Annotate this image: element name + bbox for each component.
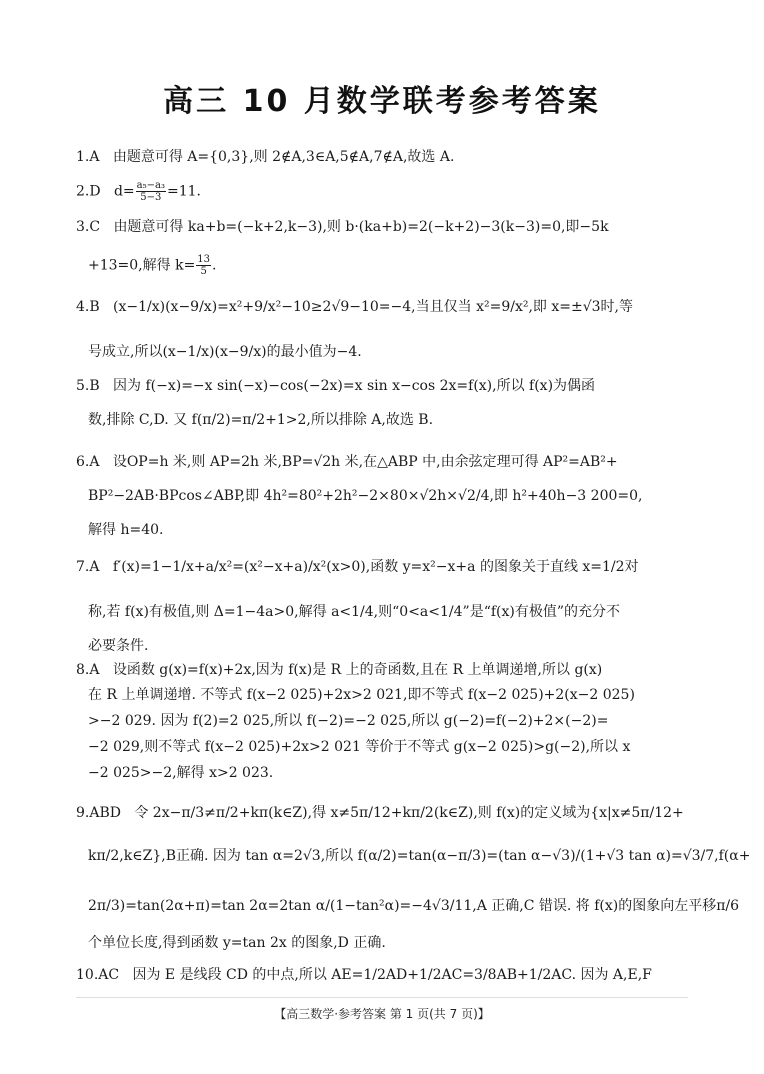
answer-3-cont: +13=0,解得 k= $\frac{13}{5}$ .	[88, 254, 217, 277]
answer-text: (x−1/x)(x−9/x)=x²+9/x²−10≥2√9−10=−4,当且仅当 x²=9/x²,即 x=±√3时,等	[113, 299, 633, 315]
answer-text: 因为 f(−x)=−x sin(−x)−cos(−2x)=x sin x−cos 2x=f(x),所以 f(x)为偶函	[113, 378, 596, 394]
answer-number: 1.A	[76, 149, 100, 165]
answer-7-cont: 称,若 f(x)有极值,则 Δ=1−4a>0,解得 a<1/4,则“0<a<1/4”是“f(x)有极值”的充分不	[88, 604, 621, 620]
fraction: $\frac{\text{a₅−a₃}}{5-3}$	[136, 180, 165, 203]
answer-2	[76, 180, 201, 203]
footer-divider	[76, 997, 688, 998]
page-footer: 【高三数学·参考答案 第 1 页(共 7 页)】	[274, 1007, 490, 1021]
answer-8-cont: >−2 029. 因为 f(2)=2 025,所以 f(−2)=−2 025,所以 g(−2)=f(−2)+2×(−2)=	[88, 713, 609, 729]
answer-number: 4.B	[76, 299, 100, 315]
answer-9	[76, 804, 684, 822]
answer-text: =11.	[166, 183, 201, 200]
answer-8-cont: −2 025>−2,解得 x>2 023.	[88, 765, 274, 781]
answer-10	[76, 966, 652, 984]
answer-text: 由题意可得 ka+b=(−k+2,k−3),则 b·(ka+b)=2(−k+2)−3(k−3)=0,即−5k	[113, 219, 609, 235]
answer-text: 由题意可得 A={0,3},则 2∉A,3∈A,5∉A,7∉A,故选 A.	[112, 149, 455, 165]
answer-number: 8.A	[76, 662, 100, 678]
answer-text: d=	[113, 183, 135, 200]
answer-1	[76, 148, 454, 166]
answer-7	[76, 558, 639, 576]
answer-8-cont: 在 R 上单调递增. 不等式 f(x−2 025)+2x>2 021,即不等式 f(x−2 025)+2(x−2 025)	[88, 687, 635, 703]
answer-8	[76, 661, 602, 679]
answer-6-cont: BP²−2AB·BPcos∠ABP,即 4h²=80²+2h²−2×80×√2h×√2/4,即 h²+40h−3 200=0,	[88, 488, 643, 504]
answer-text: 设函数 g(x)=f(x)+2x,因为 f(x)是 R 上的奇函数,且在 R 上单调递增,所以 g(x)	[112, 662, 603, 678]
answer-number: 6.A	[76, 454, 100, 470]
answer-4-cont: 号成立,所以(x−1/x)(x−9/x)的最小值为−4.	[88, 344, 362, 360]
answer-text: 设OP=h 米,则 AP=2h 米,BP=√2h 米,在△ABP 中,由余弦定理可得 AP²=AB²+	[112, 454, 618, 470]
answer-number: 2.D	[76, 183, 101, 200]
answer-5-cont: 数,排除 C,D. 又 f(π/2)=π/2+1>2,所以排除 A,故选 B.	[88, 412, 434, 428]
answer-9-cont: 2π/3)=tan(2α+π)=tan 2α=2tan α/(1−tan²α)=−4√3/11,A 正确,C 错误. 将 f(x)的图象向左平移π/6	[88, 898, 740, 914]
answer-text: 令 2x−π/3≠π/2+kπ(k∈Z),得 x≠5π/12+kπ/2(k∈Z),则 f(x)的定义域为{x|x≠5π/12+	[134, 805, 684, 821]
fraction: $\frac{13}{5}$	[197, 254, 211, 277]
answer-9-cont: kπ/2,k∈Z},B正确. 因为 tan α=2√3,所以 f(α/2)=tan(α−π/3)=(tan α−√3)/(1+√3 tan α)=√3/7,f(α+	[88, 848, 751, 864]
answer-6	[76, 453, 618, 471]
answer-4	[76, 298, 633, 316]
answer-number: 7.A	[76, 559, 100, 575]
answer-number: 3.C	[76, 219, 101, 235]
answer-number: 9.ABD	[76, 805, 121, 821]
answer-number: 10.AC	[76, 967, 120, 983]
answer-3	[76, 218, 609, 236]
answer-8-cont: −2 029,则不等式 f(x−2 025)+2x>2 021 等价于不等式 g(x−2 025)>g(−2),所以 x	[88, 739, 631, 755]
answer-6-cont: 解得 h=40.	[88, 522, 164, 538]
answer-7-cont: 必要条件.	[88, 638, 149, 654]
answer-text: f′(x)=1−1/x+a/x²=(x²−x+a)/x²(x>0),函数 y=x²−x+a 的图象关于直线 x=1/2对	[112, 559, 639, 575]
page-title: 高三 10 月数学联考参考答案	[163, 84, 601, 119]
answer-text: 因为 E 是线段 CD 的中点,所以 AE=1/2AD+1/2AC=3/8AB+1/2AC. 因为 A,E,F	[132, 967, 652, 983]
answer-5	[76, 377, 595, 395]
answer-number: 5.B	[76, 378, 100, 394]
answer-9-cont: 个单位长度,得到函数 y=tan 2x 的图象,D 正确.	[88, 935, 386, 951]
